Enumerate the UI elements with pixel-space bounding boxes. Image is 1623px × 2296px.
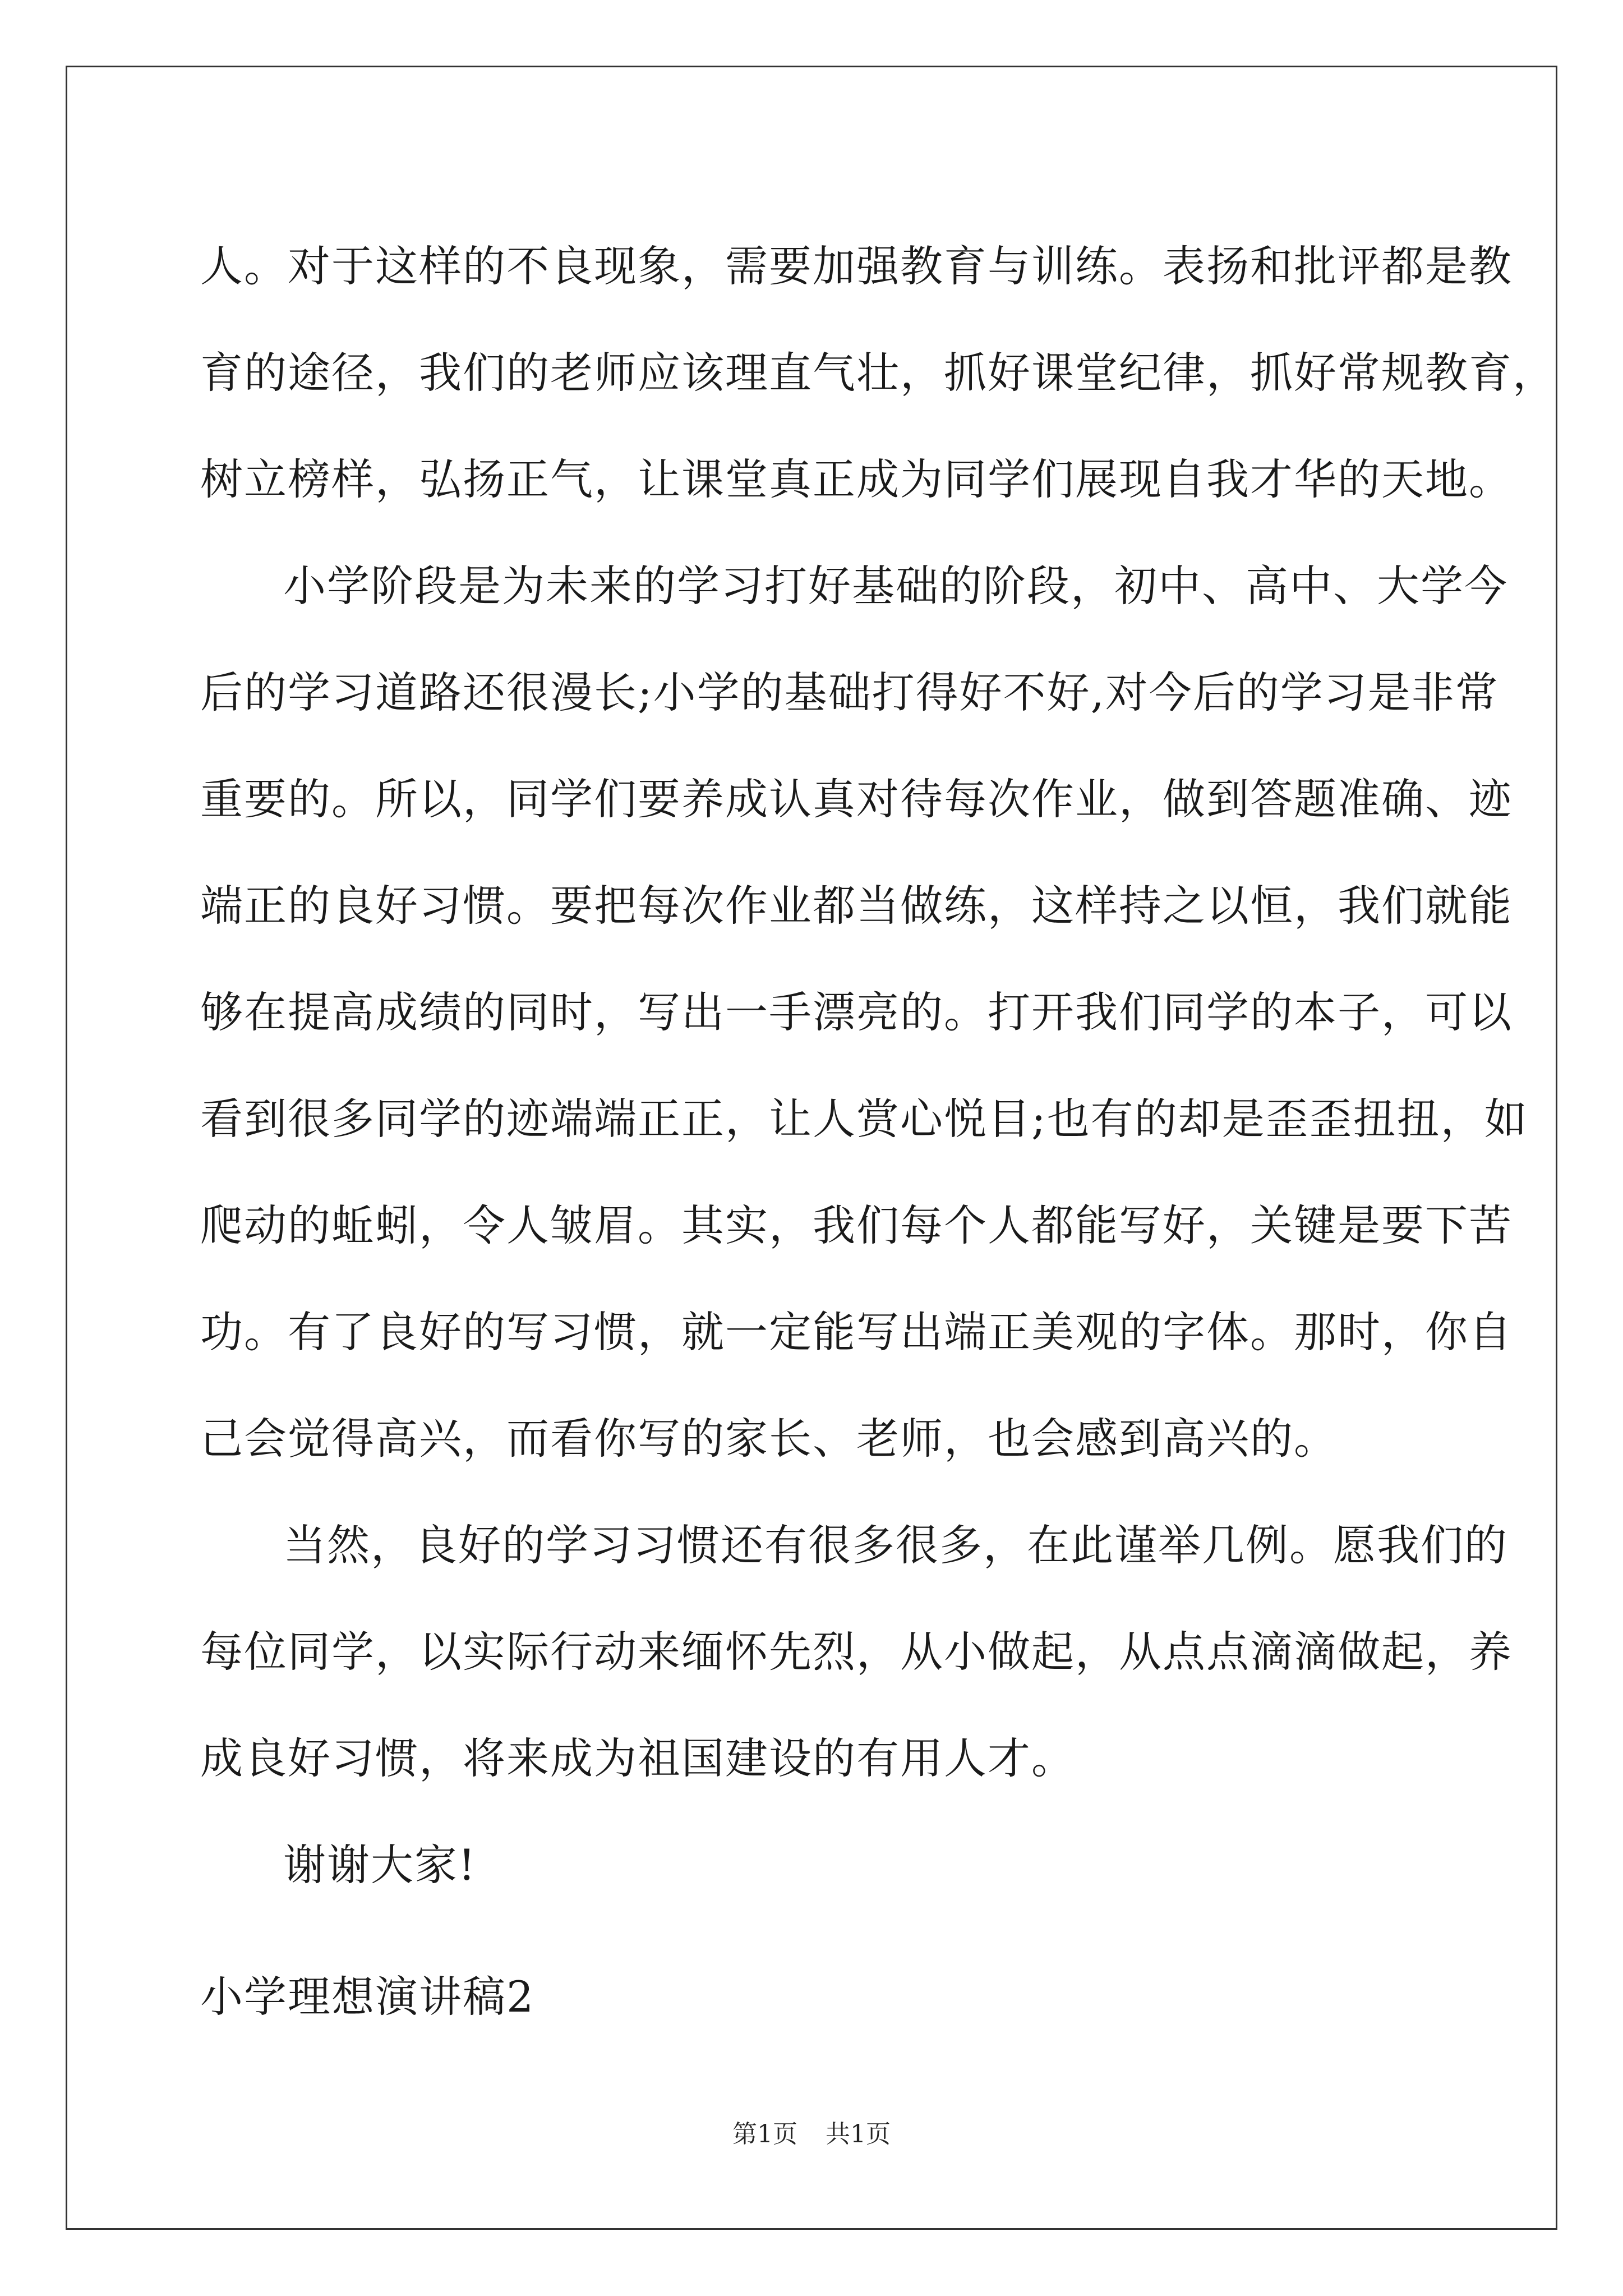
text-line: 育的途径，我们的老师应该理直气壮，抓好课堂纪律，抓好常规教育， [200,348,1556,398]
text-line: 够在提高成绩的同时，写出一手漂亮的。打开我们同学的本子，可以 [200,987,1513,1037]
text-line: 功。有了良好的写习惯，就一定能写出端正美观的字体。那时，你自 [200,1307,1513,1357]
text-line: 成良好习惯，将来成为祖国建设的有用人才。 [200,1733,1075,1783]
section-heading: 小学理想演讲稿2 [200,1972,535,2022]
text-line: 谢谢大家! [283,1840,477,1890]
text-line: 看到很多同学的迹端端正正，让人赏心悦目;也有的却是歪歪扭扭，如 [200,1094,1528,1144]
page-footer [0,2118,1623,2151]
text-line: 每位同学，以实际行动来缅怀先烈，从小做起，从点点滴滴做起，养 [200,1627,1513,1677]
text-line: 爬动的蚯蚓，令人皱眉。其实，我们每个人都能写好，关键是要下苦 [200,1200,1513,1250]
document-body [200,213,1556,1918]
page-number-total: 共1页 [826,2120,891,2148]
text-line: 树立榜样，弘扬正气，让课堂真正成为同学们展现自我才华的天地。 [200,454,1513,504]
text-line: 重要的。所以，同学们要养成认真对待每次作业，做到答题准确、迹 [200,774,1513,824]
text-line: 当然，良好的学习习惯还有很多很多，在此谨举几例。愿我们的 [283,1520,1508,1570]
text-line: 己会觉得高兴，而看你写的家长、老师，也会感到高兴的。 [200,1414,1338,1464]
text-line: 人。对于这样的不良现象，需要加强教育与训练。表扬和批评都是教 [200,241,1513,291]
text-line: 端正的良好习惯。要把每次作业都当做练，这样持之以恒，我们就能 [200,881,1513,931]
text-line: 小学阶段是为未来的学习打好基础的阶段，初中、高中、大学今 [283,561,1508,611]
text-line: 后的学习道路还很漫长;小学的基础打得好不好,对今后的学习是非常 [200,668,1499,717]
page-number-current: 第1页 [732,2120,797,2148]
